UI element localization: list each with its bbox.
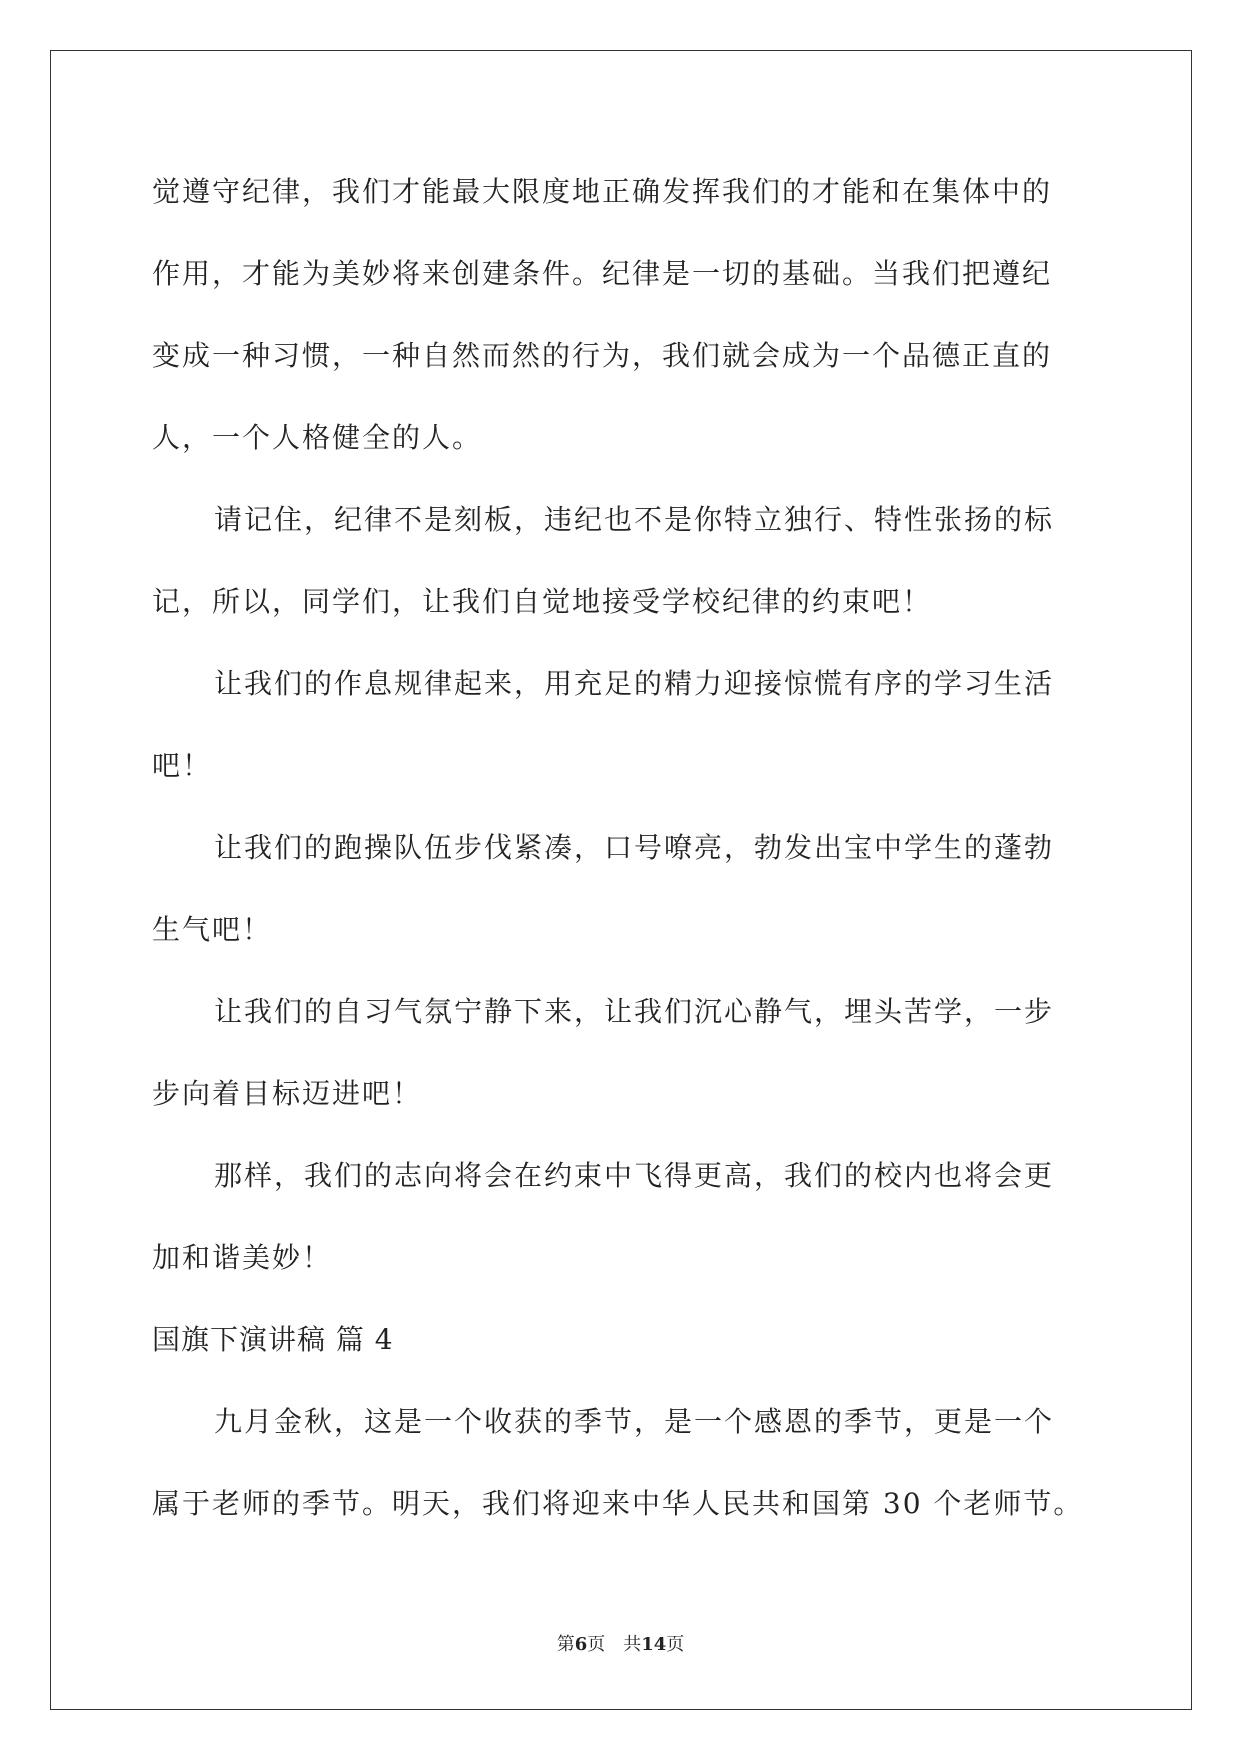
text-line: 变成一种习惯，一种自然而然的行为，我们就会成为一个品德正直的: [152, 339, 1053, 372]
text-line: 觉遵守纪律，我们才能最大限度地正确发挥我们的才能和在集体中的: [152, 175, 1053, 208]
paragraph-first-line: 九月金秋，这是一个收获的季节，是一个感恩的季节，更是一个: [214, 1405, 1055, 1438]
paragraph-first-line: 请记住，纪律不是刻板，违纪也不是你特立独行、特性张扬的标: [214, 503, 1055, 536]
section-heading: 国旗下演讲稿 篇 4: [152, 1323, 394, 1356]
text-line: 作用，才能为美妙将来创建条件。纪律是一切的基础。当我们把遵纪: [152, 257, 1053, 290]
text-line: 属于老师的季节。明天，我们将迎来中华人民共和国第 30 个老师节。: [152, 1487, 1084, 1520]
footer-prefix: 第: [556, 1634, 575, 1655]
text-line: 步向着目标迈进吧！: [152, 1077, 423, 1110]
footer-page-suffix: 页: [587, 1634, 606, 1655]
footer-total-prefix: 共: [623, 1634, 642, 1655]
text-line: 吧！: [152, 749, 213, 782]
text-line: 加和谐美妙！: [152, 1241, 333, 1274]
paragraph-first-line: 那样，我们的志向将会在约束中飞得更高，我们的校内也将会更: [214, 1159, 1055, 1192]
paragraph-first-line: 让我们的作息规律起来，用充足的精力迎接惊慌有序的学习生活: [214, 667, 1055, 700]
text-line: 记，所以，同学们，让我们自觉地接受学校纪律的约束吧！: [152, 585, 933, 618]
footer-total-suffix: 页: [666, 1634, 685, 1655]
text-line: 生气吧！: [152, 913, 273, 946]
document-body: [152, 164, 1092, 1558]
current-page-number: 6: [574, 1634, 588, 1655]
total-pages-number: 14: [641, 1634, 667, 1655]
text-line: 人，一个人格健全的人。: [152, 421, 483, 454]
paragraph-first-line: 让我们的自习气氛宁静下来，让我们沉心静气，埋头苦学，一步: [214, 995, 1055, 1028]
paragraph-first-line: 让我们的跑操队伍步伐紧凑，口号嘹亮，勃发出宝中学生的蓬勃: [214, 831, 1055, 864]
page-footer: [0, 1630, 1241, 1656]
